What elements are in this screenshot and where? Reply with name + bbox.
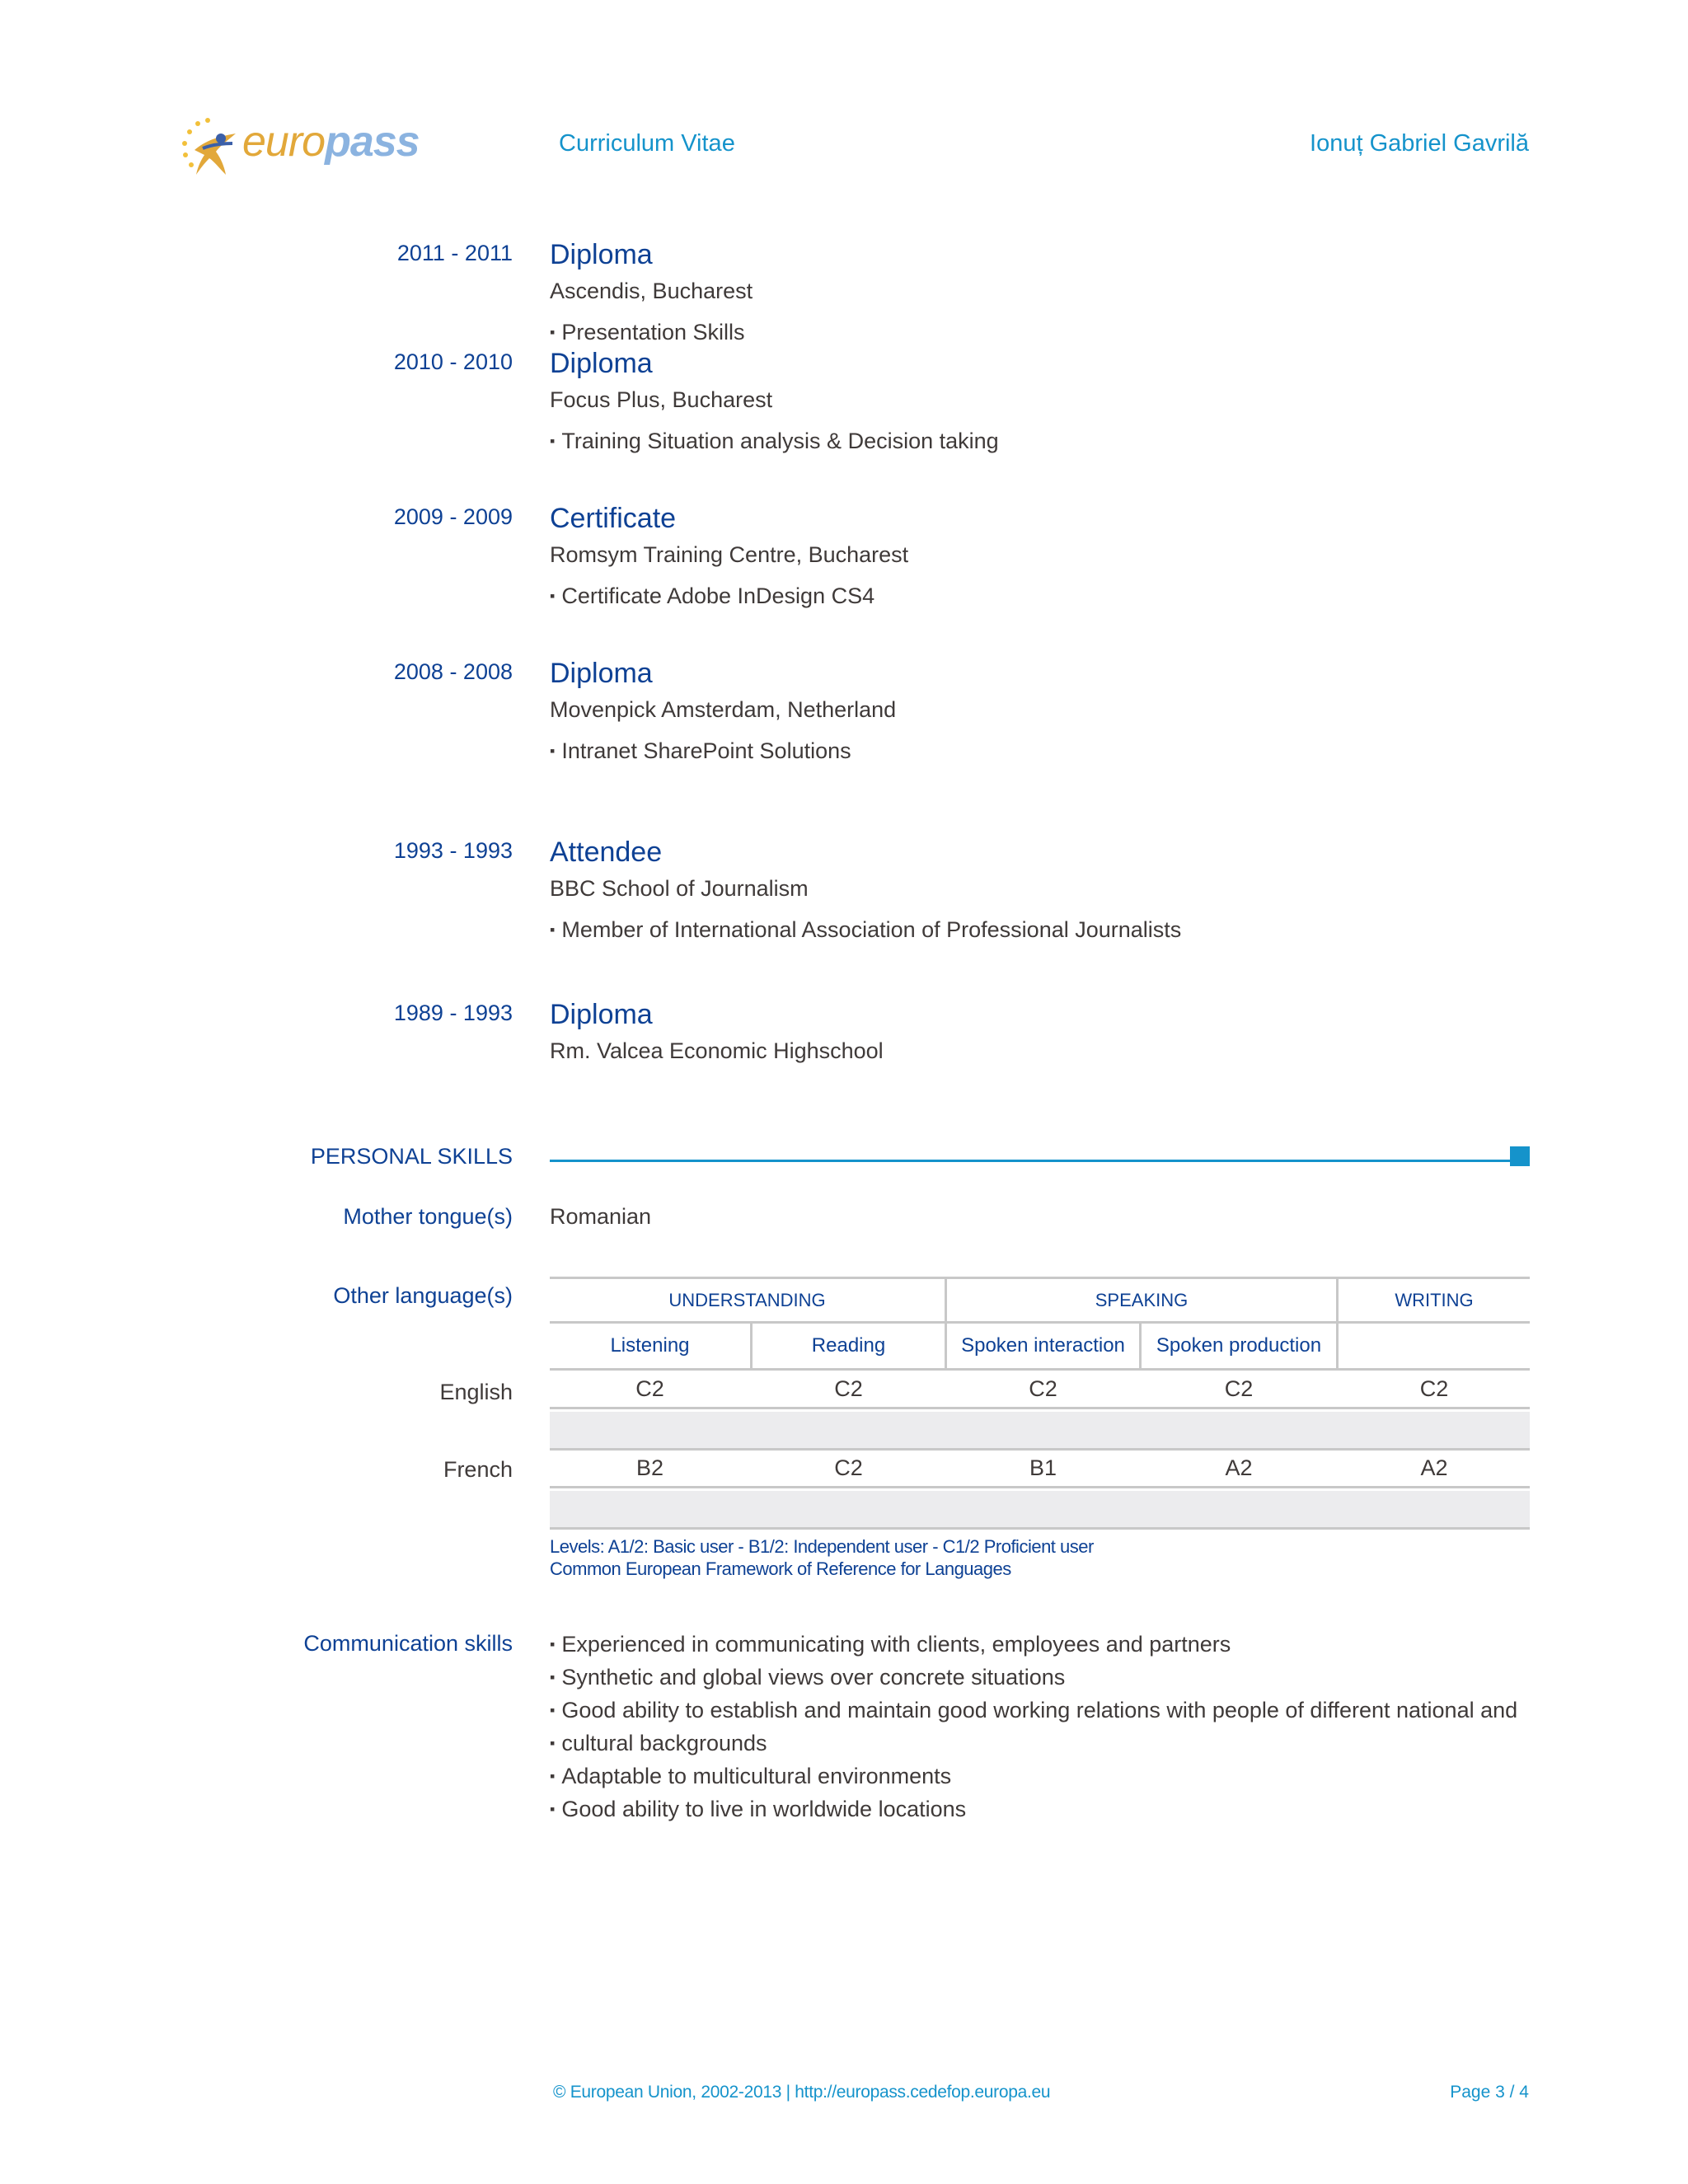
mother-tongue-value: Romanian <box>550 1204 652 1229</box>
cefr-link[interactable]: Common European Framework of Reference for Languages <box>550 1558 1011 1579</box>
entry-date: 1993 - 1993 <box>393 838 513 863</box>
entry-title: Diploma <box>550 239 653 270</box>
entry-organisation: Movenpick Amsterdam, Netherland <box>550 697 897 722</box>
entry-date: 2009 - 2009 <box>393 504 513 529</box>
entry-title: Diploma <box>550 348 653 379</box>
entry-bullet: ▪ Intranet SharePoint Solutions <box>550 738 851 763</box>
section-rule <box>550 1160 1512 1162</box>
subheader-writing <box>1339 1324 1530 1368</box>
entry-organisation: BBC School of Journalism <box>550 876 809 901</box>
entry-title: Diploma <box>550 999 653 1030</box>
footer-page-number: Page 3 / 4 <box>1450 2083 1529 2102</box>
entry-title: Attendee <box>550 837 663 868</box>
other-languages-label: Other language(s) <box>333 1283 513 1308</box>
level-cell: C2 <box>834 1455 863 1480</box>
mother-tongue-label: Mother tongue(s) <box>343 1204 513 1229</box>
language-name-english: English <box>439 1380 513 1404</box>
europass-wordmark: europass <box>242 118 420 166</box>
list-item: ▪ cultural backgrounds <box>550 1731 767 1755</box>
list-item: ▪ Synthetic and global views over concrete situations <box>550 1665 1066 1690</box>
section-marker-icon <box>1510 1146 1530 1166</box>
document-title: Curriculum Vitae <box>559 130 735 157</box>
europass-figure-icon <box>178 107 244 186</box>
entry-organisation: Rm. Valcea Economic Highschool <box>550 1038 884 1063</box>
language-name-french: French <box>443 1457 513 1482</box>
table-row-french <box>550 1450 1530 1488</box>
entry-bullet: ▪ Member of International Association of Professional Journalists <box>550 917 1182 942</box>
entry-bullet: ▪ Certificate Adobe InDesign CS4 <box>550 583 875 608</box>
level-cell: B2 <box>635 1455 664 1480</box>
footer-copyright[interactable]: © European Union, 2002-2013 | http://europass.cedefop.europa.eu <box>553 2083 1051 2102</box>
header-writing: WRITING <box>1395 1289 1474 1310</box>
header-speaking: SPEAKING <box>1095 1289 1189 1310</box>
entry-date: 2010 - 2010 <box>393 349 513 374</box>
table-group-header-row <box>550 1277 1530 1324</box>
list-item: ▪ Good ability to live in worldwide locations <box>550 1797 967 1821</box>
communication-skills-label: Communication skills <box>303 1631 513 1656</box>
personal-skills-header <box>0 1142 1688 1175</box>
level-cell: A2 <box>1420 1455 1448 1480</box>
subheader-listening: Listening <box>610 1334 690 1357</box>
list-item: ▪ Good ability to establish and maintain good working relations with people of different national and <box>550 1698 1518 1722</box>
table-row-english <box>550 1371 1530 1409</box>
level-cell: C2 <box>635 1376 664 1401</box>
subheader-reading: Reading <box>811 1334 886 1357</box>
level-cell: C2 <box>1419 1376 1449 1401</box>
table-certificate-row <box>550 1491 1530 1530</box>
communication-skills-list <box>550 1629 1517 1827</box>
entry-title: Diploma <box>550 658 653 689</box>
table-subheader-row <box>550 1324 1530 1371</box>
header-understanding: UNDERSTANDING <box>668 1289 826 1310</box>
entry-bullet: ▪ Training Situation analysis & Decision taking <box>550 429 999 453</box>
subheader-spoken-production: Spoken production <box>1156 1334 1322 1357</box>
level-cell: A2 <box>1225 1455 1253 1480</box>
subheader-spoken-interaction: Spoken interaction <box>961 1334 1125 1357</box>
entry-bullet: ▪ Presentation Skills <box>550 320 745 344</box>
entry-date: 2008 - 2008 <box>393 659 513 684</box>
level-cell: B1 <box>1029 1455 1057 1480</box>
level-cell: C2 <box>1224 1376 1254 1401</box>
levels-note <box>550 1535 1094 1580</box>
entry-title: Certificate <box>550 503 677 534</box>
europass-logo <box>178 107 420 186</box>
list-item: ▪ Experienced in communicating with clients, employees and partners <box>550 1632 1231 1657</box>
entry-date: 1989 - 1993 <box>393 1001 513 1025</box>
levels-note-line: Levels: A1/2: Basic user - B1/2: Independent user - C1/2 Proficient user <box>550 1536 1094 1557</box>
entry-organisation: Focus Plus, Bucharest <box>550 387 773 412</box>
table-certificate-row <box>550 1412 1530 1451</box>
level-cell: C2 <box>1029 1376 1057 1401</box>
level-cell: C2 <box>834 1376 863 1401</box>
entry-organisation: Romsym Training Centre, Bucharest <box>550 542 909 567</box>
page-header <box>0 99 1688 190</box>
candidate-name: Ionuț Gabriel Gavrilă <box>1310 130 1529 157</box>
section-label: PERSONAL SKILLS <box>310 1144 513 1169</box>
entry-date: 2011 - 2011 <box>396 241 513 265</box>
entry-organisation: Ascendis, Bucharest <box>550 279 753 303</box>
list-item: ▪ Adaptable to multicultural environments <box>550 1764 952 1788</box>
